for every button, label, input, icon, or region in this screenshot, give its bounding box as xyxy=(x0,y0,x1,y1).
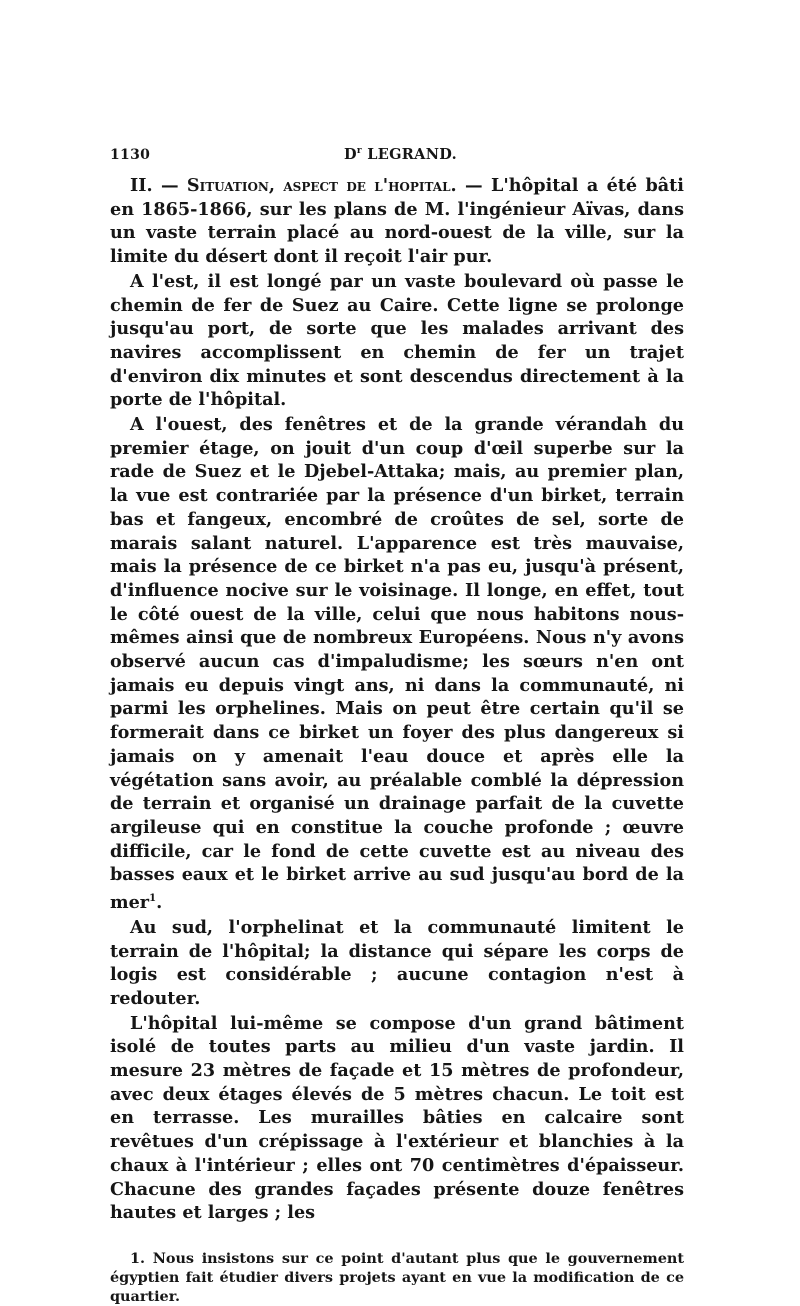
author-superscript: r xyxy=(356,146,362,156)
paragraph-east: A l'est, il est longé par un vaste boulevard où passe le chemin de fer de Suez au Caire. Cette ligne se prolonge jusqu'au port, de sorte que les malades arrivant des navires accomplissent en chemin de fer un trajet d'environ dix minutes et sont descendus directement à la porte de l'hôpital. xyxy=(110,270,684,411)
running-title xyxy=(344,146,457,163)
footnote xyxy=(110,1249,684,1306)
author-prefix: D xyxy=(344,146,357,163)
paragraph-text: A l'ouest, des fenêtres et de la grande vérandah du premier étage, on jouit d'un coup d'œil superbe sur la rade de Suez et le Djebel-Attaka; mais, au premier plan, la vue est contrariée par la présence d'un birket, terrain bas et fangeux, encombré de croûtes de sel, sorte de marais salant naturel. L'apparence est très mauvaise, mais la présence de ce birket n'a pas eu, jusqu'à présent, d'influence nocive sur le voisinage. Il longe, en effet, tout le côté ouest de la ville, celui que nous habitons nous-mêmes ainsi que de nombreux Européens. Nous n'y avons observé aucun cas d'impaludisme; les sœurs n'en ont jamais eu depuis vingt ans, ni dans la communauté, ni parmi les orphelines. Mais on peut être certain qu'il se formerait dans ce birket un foyer des plus dangereux si jamais on y amenait l'eau douce et après elle la végétation sans avoir, au préalable comblé la dépression de terrain et organisé un drainage parfait de la cuvette argileuse qui en constitue la couche profonde ; œuvre difficile, car le fond de cette cuvette est au niveau des basses eaux et le birket arrive au sud jusqu'au bord de la mer xyxy=(110,414,684,914)
paragraph-building: L'hôpital lui-même se compose d'un grand bâtiment isolé de toutes parts au milieu d'un vaste jardin. Il mesure 23 mètres de façade et 15 mètres de profondeur, avec deux étages élevés de 5 mètres chacun. Le toit est en terrasse. Les murailles bâties en calcaire sont revêtues d'un crépissage à l'extérieur et blanchies à la chaux à l'intérieur ; elles ont 70 centimètres d'épaisseur. Chacune des grandes façades présente douze fenêtres hautes et larges ; les xyxy=(110,1012,684,1224)
paragraph-end: . xyxy=(156,892,163,914)
paragraph-south: Au sud, l'orphelinat et la communauté limitent le terrain de l'hôpital; la distance qui sépare les corps de logis est considérable ; aucune contagion n'est à redouter. xyxy=(110,916,684,1009)
footnote-marker[interactable]: 1 xyxy=(149,893,157,905)
paragraph-text: — L'hôpital a été bâti en 1865-1866, sur les plans de M. l'ingénieur Aïvas, dans un vaste terrain placé au nord-ouest de la ville, sur la limite du désert dont il reçoit l'air pur. xyxy=(110,175,684,268)
section-heading: II. — Situation, aspect de l'hopital. xyxy=(130,175,457,196)
running-head xyxy=(110,144,684,168)
paragraph-situation xyxy=(110,174,684,269)
footnote-text: 1. Nous insistons sur ce point d'autant plus que le gouvernement égyptien fait étudier divers projets ayant en vue la modification de ce quartier. xyxy=(110,1249,684,1305)
body-text xyxy=(110,174,684,1225)
paragraph-west xyxy=(110,413,684,915)
book-page xyxy=(110,144,684,1306)
author-name: LEGRAND. xyxy=(367,146,457,163)
page-number: 1130 xyxy=(110,147,151,163)
